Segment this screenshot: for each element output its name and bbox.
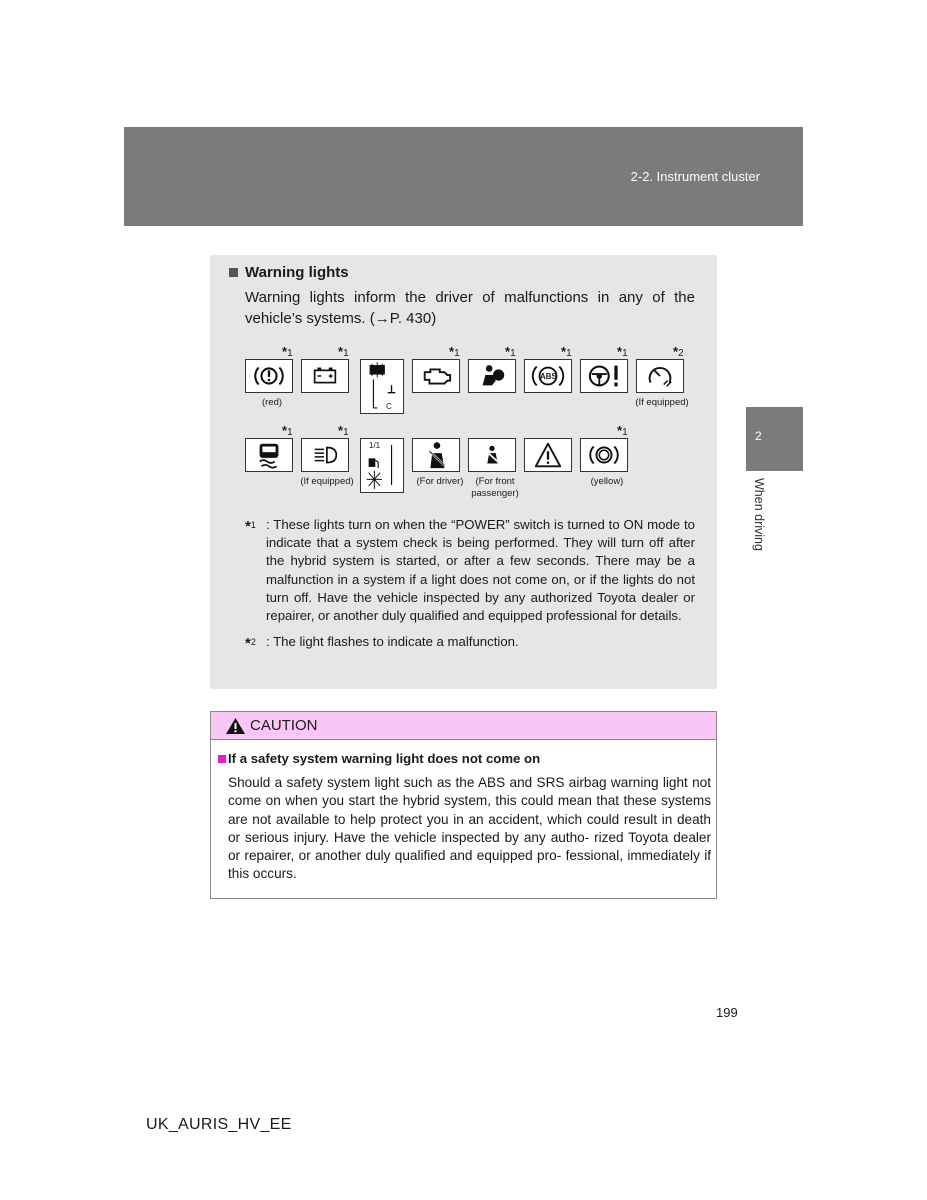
page-number: 199 [716, 1005, 738, 1020]
master-warning-icon [524, 438, 572, 472]
headlight-levelling-caption: (If equipped) [300, 476, 354, 487]
caution-subheading: If a safety system warning light does not come on [228, 751, 541, 766]
brake-warning-yellow-icon [580, 438, 628, 472]
speedometer-warning-caption: (If equipped) [635, 397, 689, 408]
driver-seatbelt-icon [412, 438, 460, 472]
brake-warning-icon [245, 359, 293, 393]
caution-warning-icon [225, 717, 246, 735]
charging-battery-icon [301, 359, 349, 393]
footnote-marker: *$^1$ [245, 518, 256, 535]
footnote-star: *1 [505, 344, 516, 359]
power-steering-icon [580, 359, 628, 393]
warning-lights-intro: Warning lights inform the driver of malfunctions in any of the vehicle’s systems. (→P. 430) [245, 289, 695, 327]
bullet-square [218, 755, 226, 763]
chapter-title: When driving [752, 478, 766, 551]
high-coolant-temp-icon [360, 359, 404, 414]
footnote-star: *1 [617, 344, 628, 359]
bullet-square [229, 268, 238, 277]
footnote-star: *1 [282, 344, 293, 359]
headlight-levelling-icon [301, 438, 349, 472]
footnote-1 [245, 516, 695, 625]
footnote-star: *1 [449, 344, 460, 359]
chapter-tab [746, 407, 803, 471]
footnote-star: *1 [282, 423, 293, 438]
footnote-star: *2 [673, 344, 684, 359]
slip-indicator-icon [245, 438, 293, 472]
chapter-header [124, 127, 803, 226]
footnote-text: : These lights turn on when the “POWER” switch is turned to ON mode to indicate that a system check is being performed. They will turn off after the hybrid system is started, or after a few seconds. There may be a malfunction in a system if a light does not come on, or if the lights do not turn off. Have the vehicle inspected by any authorized Toyota dealer or repairer, or another duly qualified and equipped professional for details. [266, 517, 695, 624]
footnote-2 [245, 633, 695, 651]
abs-label: ABS [540, 372, 557, 381]
caution-title: CAUTION [250, 717, 318, 734]
footnote-star: *1 [338, 344, 349, 359]
caution-header [211, 712, 716, 740]
chapter-number: 2 [755, 429, 762, 443]
check-engine-icon [412, 359, 460, 393]
passenger-seatbelt-icon [468, 438, 516, 472]
brake-yellow-caption: (yellow) [590, 476, 624, 487]
low-fuel-icon [360, 438, 404, 493]
footnote-marker: *$^2$ [245, 635, 256, 653]
fuel-full-label: 1/1 [369, 441, 381, 450]
srs-airbag-icon [468, 359, 516, 393]
caution-box [210, 711, 717, 899]
warning-lights-heading: Warning lights [245, 264, 349, 281]
driver-seatbelt-caption: (For driver) [416, 476, 464, 487]
speedometer-warning-icon [636, 359, 684, 393]
footnote-star: *1 [561, 344, 572, 359]
caution-body: Should a safety system light such as the ABS and SRS airbag warning light not come on when you start the hybrid system, this could mean that these systems are not available to help protect you in an accident, which could result in death or serious injury. Have the vehicle inspected by any autho- rized Toyota dealer or repairer, or another duly qualified and equipped pro- fessional, immediately if this occurs. [228, 775, 711, 882]
footnote-star: *1 [338, 423, 349, 438]
abs-icon [524, 359, 572, 393]
footnotes [245, 516, 695, 651]
brake-warning-caption: (red) [261, 397, 283, 408]
temp-cold-label: C [386, 402, 392, 411]
footnote-text: : The light flashes to indicate a malfunction. [266, 634, 519, 650]
section-title: 2-2. Instrument cluster [630, 169, 760, 184]
footer-code: UK_AURIS_HV_EE [146, 1116, 292, 1133]
footnote-star: *1 [617, 423, 628, 438]
passenger-seatbelt-caption: (For front passenger) [471, 476, 519, 499]
